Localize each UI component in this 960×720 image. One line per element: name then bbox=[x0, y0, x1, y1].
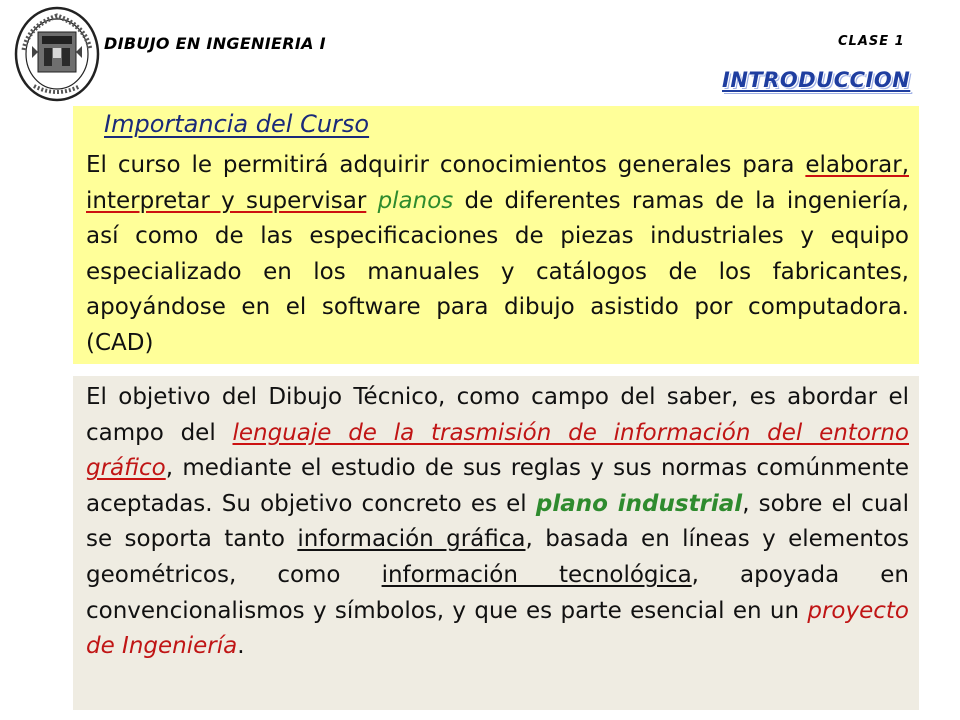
text-segment: de diferentes ramas de la ingeniería, así como de las especificaciones de piezas industriales y equipo especializado en los manuales y catálogos de los fabricantes, apoyándose en el software para dibujo asistido por computadora. (CAD) bbox=[86, 187, 909, 356]
highlight-elaborar: elaborar, interpretar y supervisar bbox=[86, 152, 909, 214]
highlight-info-grafica: información gráfica bbox=[297, 526, 526, 553]
text-segment: , apoyada en convencionalismos y símbolos, y que es parte esencial en un bbox=[86, 561, 909, 624]
text-segment: , mediante el estudio de sus reglas y sus normas comúnmente aceptadas. Su objetivo concreto es el bbox=[86, 455, 909, 517]
text-segment: , basada en líneas y elementos geométricos, como bbox=[86, 526, 910, 588]
text-segment: . bbox=[237, 633, 245, 660]
text-segment: El objetivo del Dibujo Técnico, como campo del saber, es abordar el campo del bbox=[86, 384, 909, 446]
highlight-info-tecnologica: información tecnológica bbox=[381, 561, 692, 588]
text-segment bbox=[366, 188, 377, 214]
highlight-planos: planos bbox=[377, 187, 454, 214]
objective-paragraph bbox=[86, 380, 909, 665]
panel-title: Importancia del Curso bbox=[104, 110, 370, 138]
text-segment: , sobre el cual se soporta tanto bbox=[86, 490, 910, 553]
importance-paragraph bbox=[86, 148, 909, 362]
course-title: DIBUJO EN INGENIERIA I bbox=[104, 34, 326, 53]
class-number: CLASE 1 bbox=[838, 34, 905, 49]
highlight-proyecto: proyecto de Ingeniería bbox=[86, 597, 909, 660]
highlight-plano-industrial: plano industrial bbox=[535, 490, 743, 517]
text-segment: El curso le permitirá adquirir conocimientos generales para bbox=[86, 152, 806, 178]
highlight-lenguaje: lenguaje de la trasmisión de información del entorno gráfico bbox=[86, 419, 909, 482]
university-seal-logo bbox=[14, 6, 100, 102]
section-heading: INTRODUCCION bbox=[722, 68, 911, 92]
